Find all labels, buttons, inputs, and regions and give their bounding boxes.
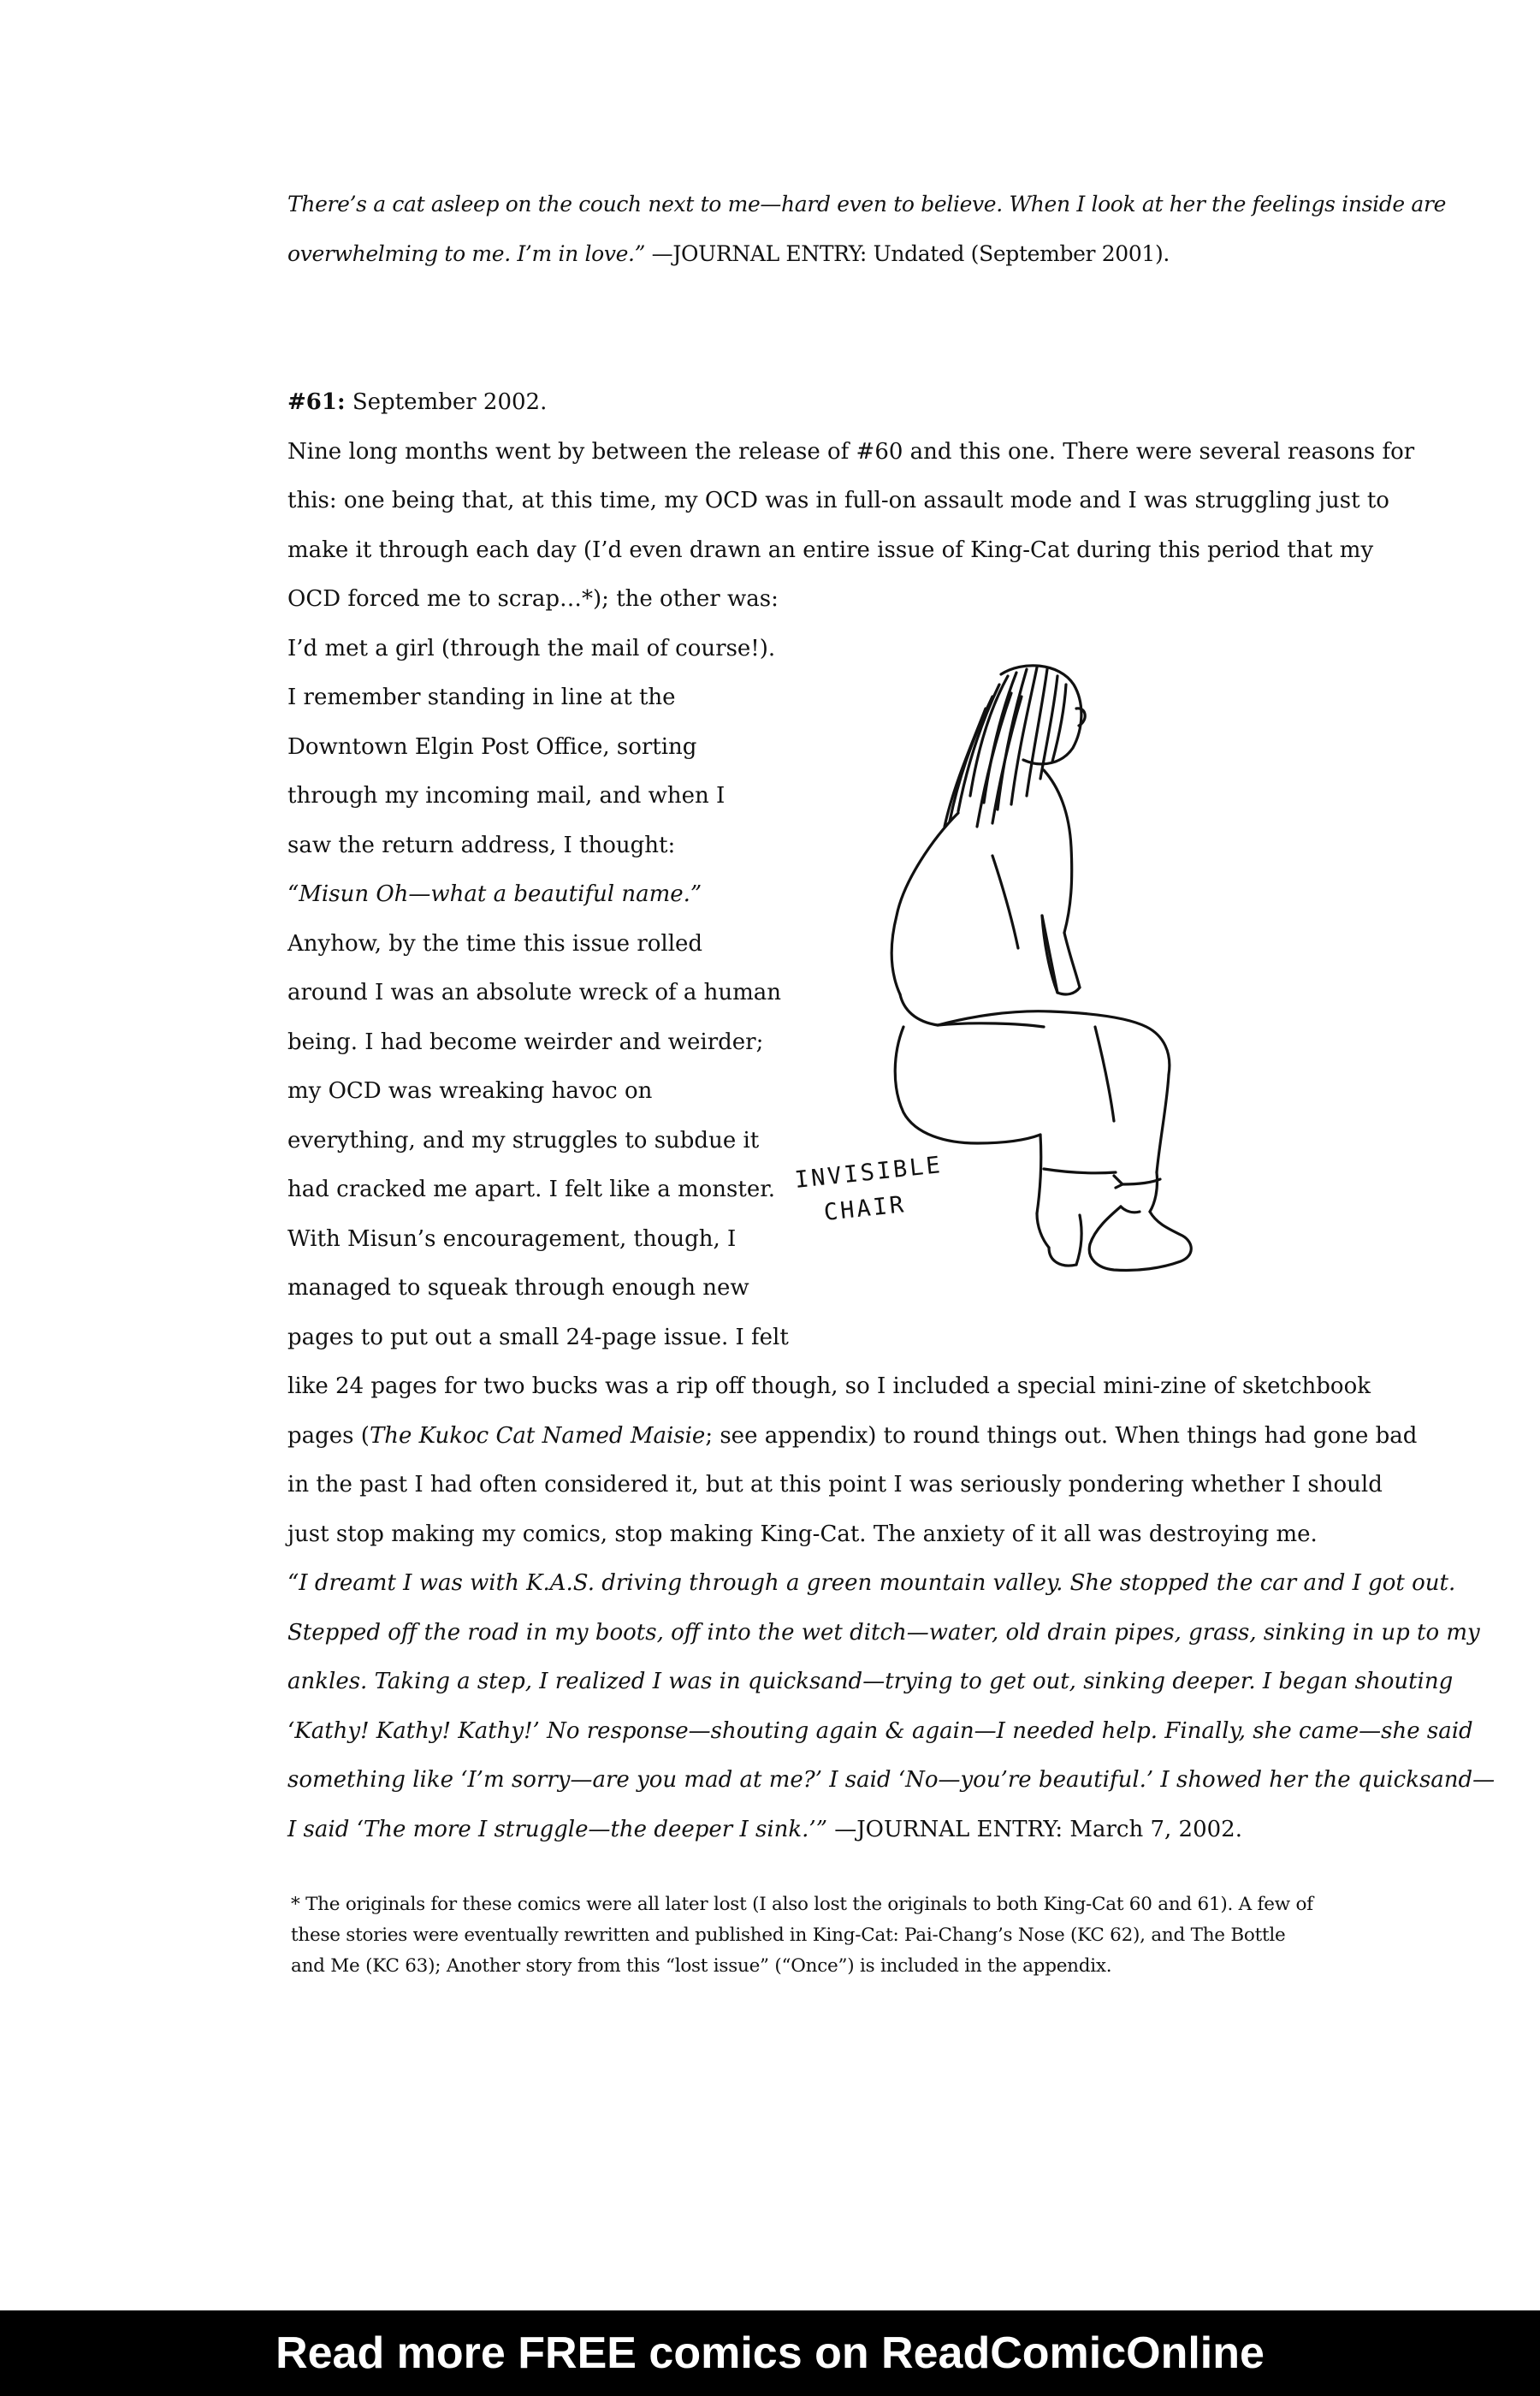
paragraph-line: this: one being that, at this time, my OCD was in full-on assault mode and I was struggling just to — [287, 488, 1389, 513]
footnote-line: * The originals for these comics were all later lost (I also lost the originals to both King-Cat 60 and 61). A few of — [291, 1894, 1313, 1915]
paragraph-line: in the past I had often considered it, but at this point I was seriously pondering whether I should — [287, 1472, 1383, 1498]
dream-line — [287, 1806, 1495, 1855]
epigraph — [287, 180, 1446, 278]
invisible-chair-drawing — [787, 659, 1266, 1309]
paragraph-line: managed to squeak through enough new — [287, 1275, 749, 1301]
text-run: ; see appendix) to round things out. When things had gone bad — [705, 1422, 1418, 1449]
paragraph-line: I’d met a girl (through the mail of course!). — [287, 635, 776, 661]
footnote — [291, 1889, 1313, 1982]
paragraph-line: Anyhow, by the time this issue rolled — [287, 930, 703, 957]
drawing-caption-line2: CHAIR — [822, 1191, 908, 1226]
figure-outline — [891, 666, 1191, 1271]
paragraph-line: pages to put out a small 24-page issue. I felt — [287, 1324, 789, 1350]
paragraph-line: around I was an absolute wreck of a human — [287, 980, 782, 1005]
dream-line: ‘Kathy! Kathy! Kathy!’ No response—shouting again & again—I needed help. Finally, she came—she said — [287, 1717, 1473, 1744]
promo-banner-text[interactable]: Read more FREE comics on ReadComicOnline — [275, 2328, 1265, 2378]
dream-quote-end: I said ‘The more I struggle—the deeper I sink.’” — [287, 1816, 827, 1842]
paragraph-line: everything, and my struggles to subdue it — [287, 1127, 760, 1154]
drawing-caption-line1: INVISIBLE — [793, 1152, 945, 1194]
paragraph-line: like 24 pages for two bucks was a rip off though, so I included a special mini-zine of sketchbook — [287, 1373, 1371, 1399]
entry-heading — [287, 378, 1495, 428]
dream-line: something like ‘I’m sorry—are you mad at me?’ I said ‘No—you’re beautiful.’ I showed her the quicksand— — [287, 1767, 1496, 1793]
entry-date: September 2002. — [345, 389, 548, 415]
journal-attribution: —JOURNAL ENTRY: March 7, 2002. — [826, 1816, 1242, 1842]
paragraph-line: Downtown Elgin Post Office, sorting — [287, 733, 697, 760]
epigraph-quote-end: overwhelming to me. I’m in love.” — [287, 240, 646, 266]
paragraph-line: OCD forced me to scrap…*); the other was: — [287, 586, 779, 612]
paragraph-line — [287, 1412, 1495, 1462]
text-run: pages ( — [287, 1422, 370, 1449]
paragraph-line: had cracked me apart. I felt like a monster. — [287, 1177, 776, 1202]
paragraph-line: just stop making my comics, stop making King-Cat. The anxiety of it all was destroying me. — [287, 1521, 1318, 1547]
dream-line: Stepped off the road in my boots, off into the wet ditch—water, old drain pipes, grass, sinking in up to my — [287, 1619, 1480, 1646]
zine-title: The Kukoc Cat Named Maisie — [369, 1422, 706, 1449]
paragraph-line: Nine long months went by between the release of #60 and this one. There were several reasons for — [287, 438, 1415, 465]
epigraph-line: There’s a cat asleep on the couch next to me—hard even to believe. When I look at her the feelings inside are — [287, 192, 1447, 216]
dream-line: ankles. Taking a step, I realized I was in quicksand—trying to get out, sinking deeper. I began shouting — [287, 1669, 1454, 1694]
footnote-line: these stories were eventually rewritten and published in King-Cat: Pai-Chang’s Nose (KC 62), and The Bottle — [291, 1925, 1286, 1946]
paragraph-line: With Misun’s encouragement, though, I — [287, 1225, 737, 1252]
paragraph-line: make it through each day (I’d even drawn an entire issue of King-Cat during this period that my — [287, 537, 1374, 563]
misun-quote: “Misun Oh—what a beautiful name.” — [287, 881, 702, 907]
promo-banner[interactable] — [0, 2310, 1540, 2396]
paragraph-line: through my incoming mail, and when I — [287, 783, 726, 809]
paragraph-line: I remember standing in line at the — [287, 685, 676, 710]
paragraph-line: saw the return address, I thought: — [287, 832, 676, 858]
paragraph-line: being. I had become weirder and weirder; — [287, 1029, 764, 1055]
entry-number: #61: — [287, 389, 346, 415]
epigraph-attribution: —JOURNAL ENTRY: Undated (September 2001). — [645, 240, 1170, 266]
footnote-line: and Me (KC 63); Another story from this “lost issue” (“Once”) is included in the appendix. — [291, 1955, 1112, 1977]
paragraph-line: my OCD was wreaking havoc on — [287, 1078, 653, 1104]
epigraph-line — [287, 229, 1446, 279]
dream-line: “I dreamt I was with K.A.S. driving through a green mountain valley. She stopped the car and I got out. — [287, 1570, 1456, 1596]
